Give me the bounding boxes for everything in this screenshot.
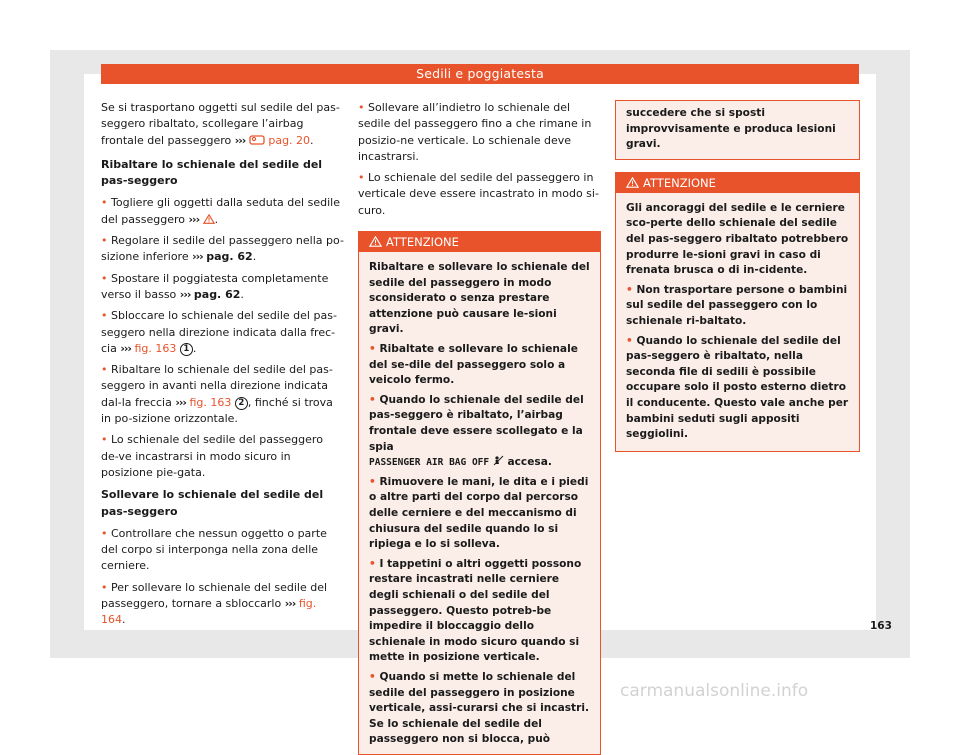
bullet-icon: • [101,363,108,377]
list-item: • Togliere gli oggetti dalla seduta del sedile del passeggero ››› . [101,196,340,226]
warning-body [359,252,600,754]
bullet-icon: • [369,670,376,683]
callout-number: 1 [180,343,193,356]
list-item: • Lo schienale del sedile del passeggero de-ve incastrarsi in modo sicuro in posizione pie-gata. [101,433,323,479]
list-item: • Rimuovere le mani, le dita e i piedi o altre parti del corpo dal percorso delle cerniere e del meccanismo di chiusura del sedile quando lo si ripiega e lo si solleva. [369,475,589,551]
warning-triangle-icon [626,177,639,188]
list-item: • Quando si mette lo schienale del sedile del passeggero in posizione verticale, assi-curarsi che si incastri. Se lo schienale del sedile del passeggero non si blocca, può [369,670,589,746]
list-item: • Non trasportare persone o bambini sul sedile del passeggero con lo schienale ri-baltato. [626,283,848,327]
heading-ribaltare: Ribaltare lo schienale del sedile del pas-seggero [101,157,323,188]
warning-triangle-icon [369,236,382,247]
warning-header: ATTENZIONE [359,232,600,252]
list-item: • Lo schienale del sedile del passeggero in verticale deve essere incastrato in modo si-curo. [358,171,599,217]
bullet-icon: • [369,393,376,406]
warning-header: ATTENZIONE [616,173,859,193]
watermark: carmanualsonline.info [620,681,809,701]
bullet-icon: • [101,580,108,594]
bullet-icon: • [101,234,108,248]
ref-arrows-icon: ››› [234,133,246,147]
list-item: • Quando lo schienale del sedile del pas-seggero è ribaltato, nella seconda file di sedili è possibile occupare solo il posto esterno dietro il conducente. Questo vale anche per bambini seduti sugli appositi seggiolini. [626,334,849,441]
list-item: • Regolare il sedile del passeggero nella po-sizione inferiore ››› pag. 62. [101,234,344,264]
list-item: • Quando lo schienale del sedile del pas-seggero è ribaltato, l’airbag frontale deve essere scollegato e la spia PASSENGER AIR BAG OFF accesa. [369,393,584,469]
list-item: • Ribaltare lo schienale del sedile del pas-seggero in avanti nella direzione indicata dal-la freccia ››› fig. 163 2 , finché si trova in po-sizione orizzontale. [101,363,333,426]
airbag-off-icon [493,455,504,466]
warning-box [615,172,860,452]
ref-arrows-icon: ››› [175,395,186,409]
column-2 [358,100,601,755]
figure-link[interactable]: fig. 164 [101,597,317,627]
ref-arrows-icon: ››› [120,341,131,355]
list-item: • Sollevare all’indietro lo schienale del sedile del passeggero fino a che rimane in posizio-ne verticale. Lo schienale deve incastrarsi. [358,101,592,163]
section-title: Sedili e poggiatesta [101,64,859,84]
ref-arrows-icon: ››› [188,212,200,226]
page-link[interactable]: pag. 62 [193,287,241,301]
bullet-icon: • [369,557,376,570]
list-item: • Spostare il poggiatesta completamente verso il basso ››› pag. 62. [101,271,329,301]
figure-link[interactable]: fig. 163 [134,341,177,355]
list-item: • I tappetini o altri oggetti possono restare incastrati nelle cerniere degli schienali o del sedile del passeggero. Questo potreb-be impedire il bloccaggio dello schienale in modo sicuro quando si mette in posizione verticale. [369,557,582,664]
bullet-icon: • [369,475,376,488]
bullet-icon: • [101,271,108,285]
bullet-icon: • [101,433,108,447]
list-item: • Controllare che nessun oggetto o parte del corpo si interponga nella zona delle cerniere. [101,526,327,573]
intro-paragraph: Se si trasportano oggetti sul sedile del pas-seggero ribaltato, scollegare l’airbag frontale del passeggero ››› pag. 20. [101,101,340,147]
bullet-icon: • [101,196,108,210]
ref-arrows-icon: ››› [192,250,203,264]
page-number: 163 [870,620,892,632]
list-item: • Sbloccare lo schienale del sedile del pas-seggero nella direzione indicata dalla frec-cia ››› fig. 163 1 . [101,309,337,355]
warning-intro: Gli ancoraggi del sedile e le cerniere sco-perte dello schienale del sedile del pas-seggero ribaltato potrebbero produrre le-sioni gravi in caso di frenata brusca o di in-cidente. [626,201,849,277]
passenger-airbag-off-label: PASSENGER AIR BAG OFF [369,457,490,469]
warning-triangle-icon[interactable] [203,214,215,224]
warning-body [616,193,859,451]
bullet-icon: • [626,283,633,296]
ref-arrows-icon: ››› [284,597,296,611]
page-link[interactable]: pag. 20 [268,133,311,147]
airbag-icon [249,134,265,145]
callout-number: 2 [235,397,248,410]
column-1 [101,100,344,634]
bullet-icon: • [626,334,633,347]
heading-sollevare: Sollevare lo schienale del sedile del pas-seggero [101,488,324,518]
ref-arrows-icon: ››› [179,287,191,301]
column-3 [615,100,860,452]
bullet-icon: • [369,343,376,356]
bullet-icon: • [101,309,108,323]
bullet-icon: • [358,171,365,185]
warning-box [358,231,601,755]
warning-intro: Ribaltare e sollevare lo schienale del sedile del passeggero in modo sconsiderato o senza prestare attenzione può causare le-sioni gravi. [369,261,590,336]
list-item: • Per sollevare lo schienale del sedile del passeggero, tornare a sbloccarlo ››› fig. 164. [101,580,328,627]
figure-link[interactable]: fig. 163 [189,395,232,409]
warning-continuation: succedere che si sposti improvvisamente e produca lesioni gravi. [615,100,860,160]
list-item: • Ribaltate e sollevare lo schienale del se-dile del passeggero solo a veicolo fermo. [369,343,578,387]
bullet-icon: • [358,101,365,114]
bullet-icon: • [101,526,108,540]
page-link[interactable]: pag. 62 [206,250,253,264]
